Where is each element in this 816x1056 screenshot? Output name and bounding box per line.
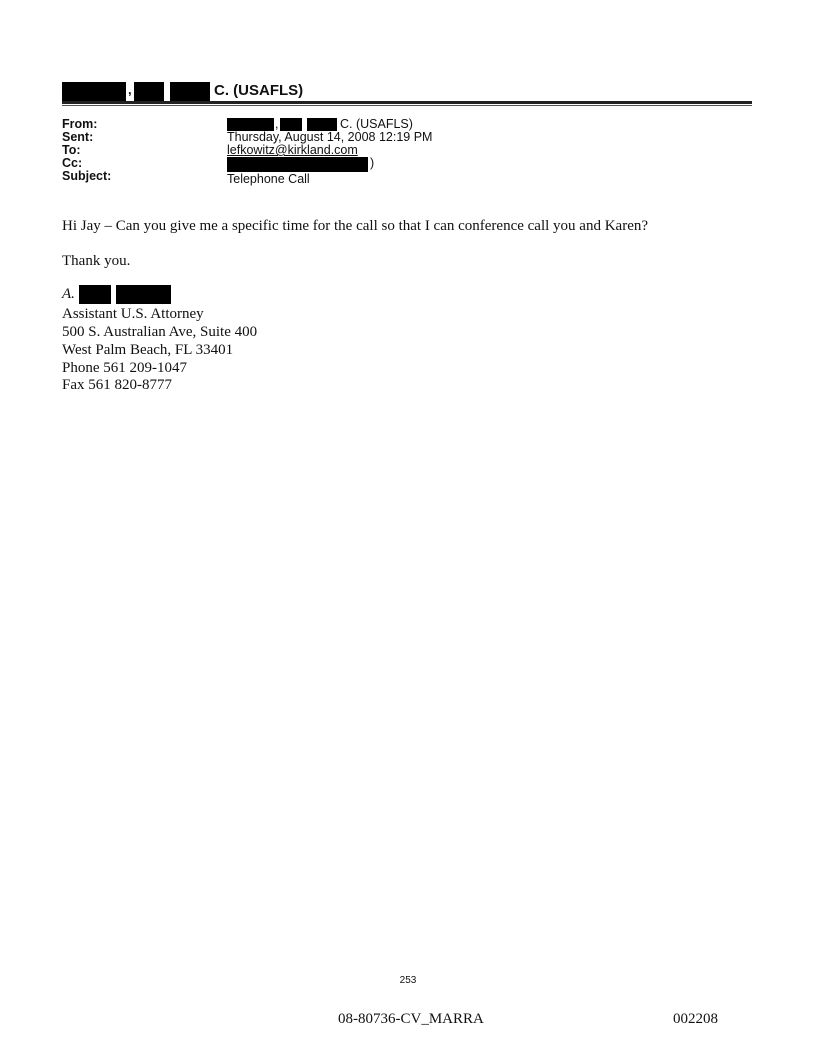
message-closing: Thank you. [62, 253, 131, 269]
redaction-block [116, 285, 171, 304]
message-paragraph: Hi Jay – Can you give me a specific time for the call so that I can conference call you and Karen? [62, 218, 649, 234]
signature-fax: Fax 561 820-8777 [62, 377, 172, 393]
signature-phone: Phone 561 209-1047 [62, 360, 187, 376]
sent-value: Thursday, August 14, 2008 12:19 PM [227, 130, 433, 144]
redaction-block [227, 157, 368, 172]
case-number: 08-80736-CV_MARRA [338, 1011, 484, 1027]
signature-initial: A. [62, 286, 75, 302]
signature-address-2: West Palm Beach, FL 33401 [62, 342, 234, 358]
subject-label: Subject: [62, 169, 112, 183]
cc-suffix: ) [370, 156, 375, 170]
header-comma: , [128, 82, 132, 97]
sender-name: C. (USAFLS) [214, 82, 304, 99]
header-divider [62, 101, 752, 104]
header-divider-thin [62, 105, 752, 106]
cc-value [227, 157, 427, 172]
redaction-block [79, 285, 111, 304]
bates-number: 002208 [673, 1011, 718, 1027]
signature-address-1: 500 S. Australian Ave, Suite 400 [62, 324, 258, 340]
from-label: From: [62, 117, 98, 131]
to-email-link[interactable]: lefkowitz@kirkland.com [227, 143, 358, 157]
redaction-block [170, 82, 210, 102]
from-name: C. (USAFLS) [340, 117, 413, 131]
page-number: 253 [399, 975, 417, 986]
cc-label: Cc: [62, 156, 83, 170]
redaction-block [62, 82, 126, 102]
redaction-block [134, 82, 164, 102]
sent-label: Sent: [62, 130, 94, 144]
subject-value: Telephone Call [227, 172, 310, 186]
signature-title: Assistant U.S. Attorney [62, 306, 204, 322]
from-comma: , [275, 117, 279, 131]
to-label: To: [62, 143, 81, 157]
sender-header [62, 80, 752, 102]
